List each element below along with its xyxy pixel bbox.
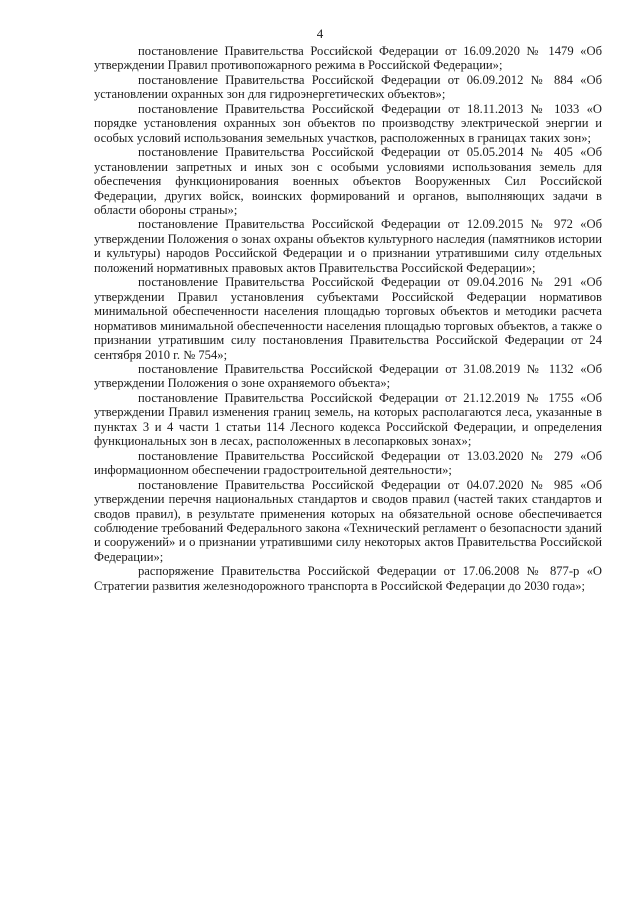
list-item: постановление Правительства Российской Федерации от 12.09.2015 № 972 «Об утверждении Положения о зонах охраны объектов культурного наследия (памятников истории и культуры) народов Российской Федерации и о признании утратившими силу отдельных положений нормативных правовых актов Правительства Российской Федерации»; [94, 217, 602, 275]
list-item: постановление Правительства Российской Федерации от 16.09.2020 № 1479 «Об утверждении Правил противопожарного режима в Российской Федерации»; [94, 44, 602, 73]
list-item: постановление Правительства Российской Федерации от 04.07.2020 № 985 «Об утверждении перечня национальных стандартов и сводов правил (частей таких стандартов и сводов правил), в результате применения которых на обязательной основе обеспечивается соблюдение требований Федерального закона «Технический регламент о безопасности зданий и сооружений» и о признании утратившими силу некоторых актов Правительства Российской Федерации»; [94, 477, 602, 564]
document-body [94, 44, 602, 593]
list-item: постановление Правительства Российской Федерации от 31.08.2019 № 1132 «Об утверждении Положения о зоне охраняемого объекта»; [94, 361, 602, 391]
list-item: постановление Правительства Российской Федерации от 09.04.2016 № 291 «Об утверждении Правил установления субъектами Российской Федерации нормативов минимальной обеспеченности населения площадью торговых объектов и методики расчета нормативов минимальной обеспеченности населения площадью торговых объектов, а также о признании утратившим силу постановления Правительства Российской Федерации от 24 сентября 2010 г. № 754»; [94, 275, 602, 362]
list-item: постановление Правительства Российской Федерации от 06.09.2012 № 884 «Об установлении охранных зон для гидроэнергетических объектов»; [94, 72, 602, 102]
list-item: распоряжение Правительства Российской Федерации от 17.06.2008 № 877-р «О Стратегии развития железнодорожного транспорта в Российской Федерации до 2030 года»; [94, 564, 602, 593]
list-item: постановление Правительства Российской Федерации от 18.11.2013 № 1033 «О порядке установления охранных зон объектов по производству электрической энергии и особых условий использования земельных участков, расположенных в границах таких зон»; [94, 101, 602, 145]
list-item: постановление Правительства Российской Федерации от 05.05.2014 № 405 «Об установлении запретных и иных зон с особыми условиями использования земель для обеспечения функционирования военных объектов Вооруженных Сил Российской Федерации, других войск, воинских формирований и органов, выполняющих задачи в области обороны страны»; [94, 145, 602, 217]
list-item: постановление Правительства Российской Федерации от 21.12.2019 № 1755 «Об утверждении Правил изменения границ земель, на которых располагаются леса, указанные в пунктах 3 и 4 части 1 статьи 114 Лесного кодекса Российской Федерации, и определения функциональных зон в лесах, расположенных в лесопарковых зонах»; [94, 390, 602, 449]
page-number: 4 [316, 26, 324, 41]
list-item: постановление Правительства Российской Федерации от 13.03.2020 № 279 «Об информационном обеспечении градостроительной деятельности»; [94, 448, 602, 478]
